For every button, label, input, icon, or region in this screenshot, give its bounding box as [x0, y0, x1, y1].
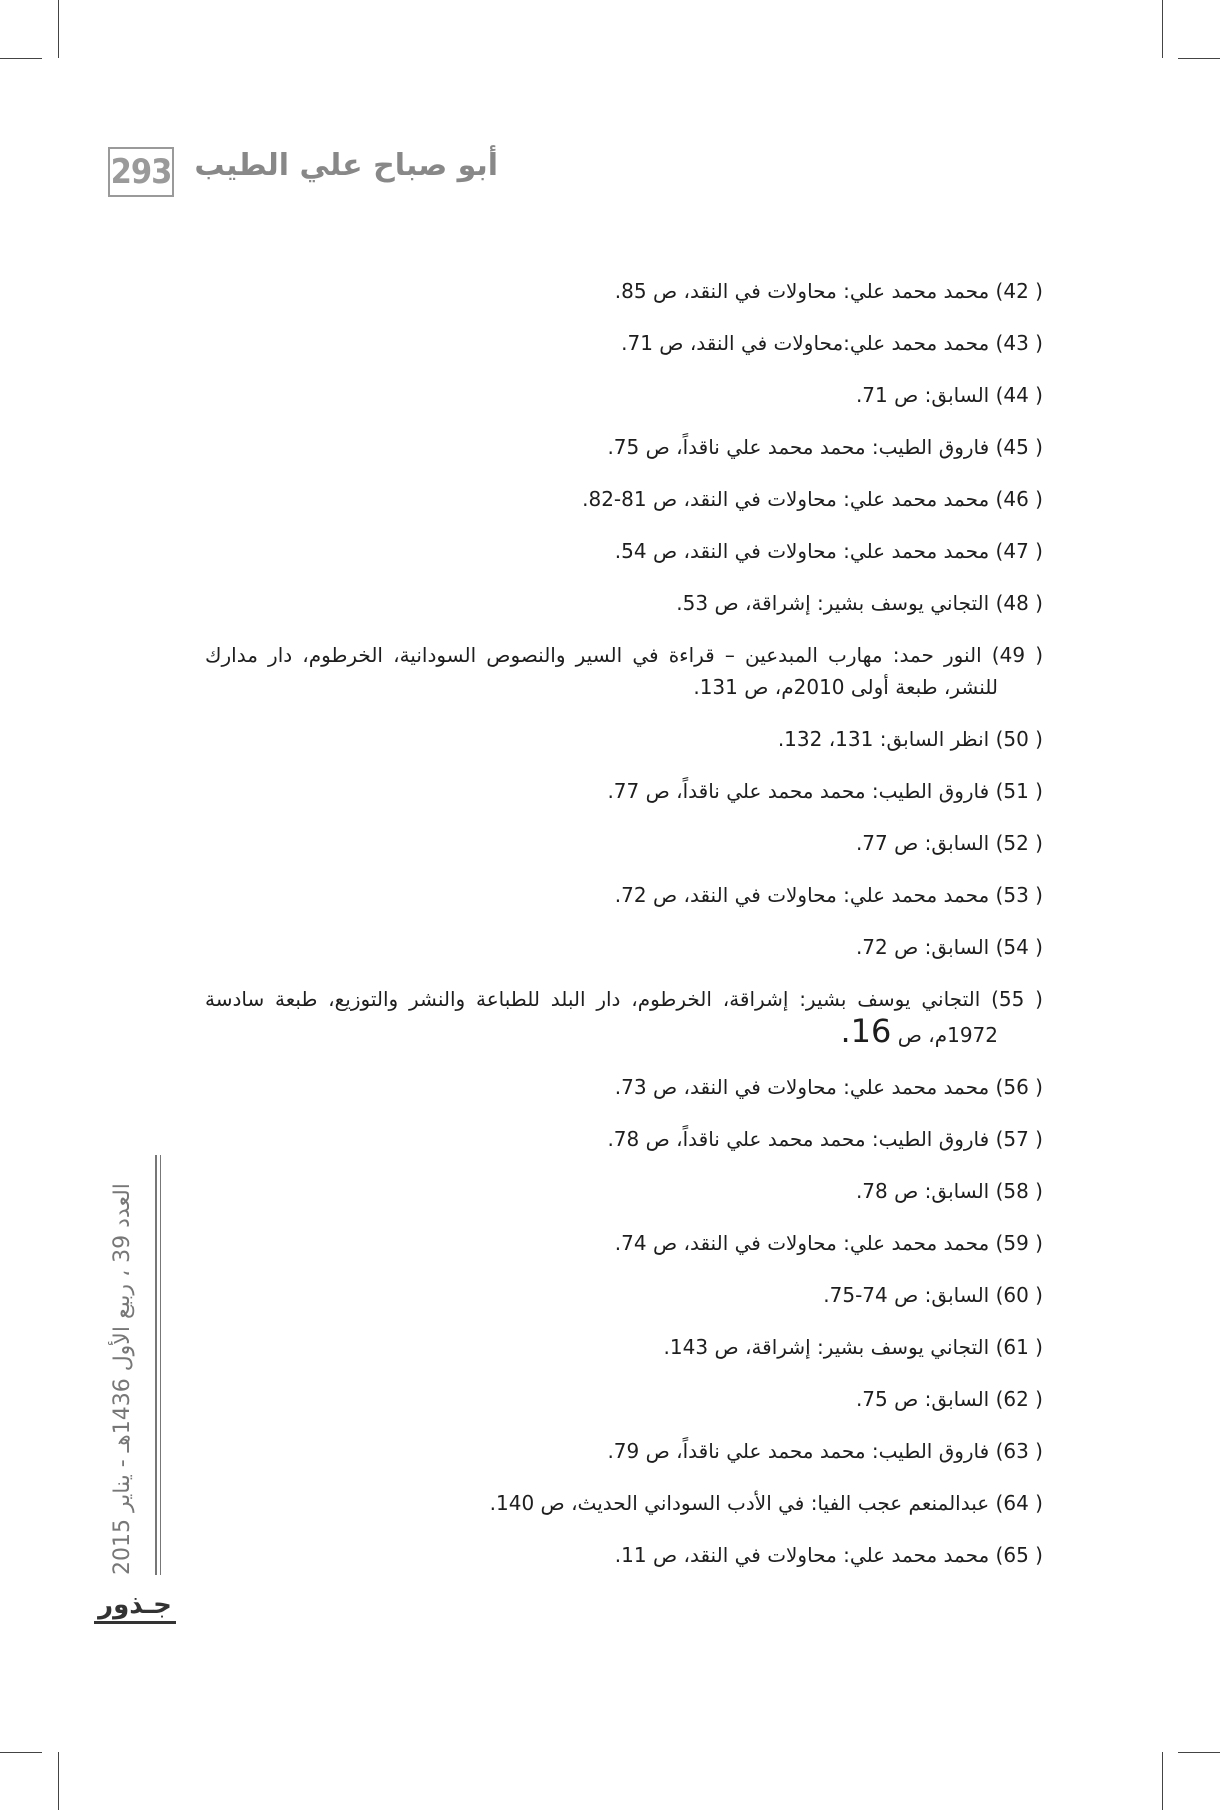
footnote: ( 64) عبدالمنعم عجب الفيا: في الأدب السوداني الحديث، ص 140.: [489, 1491, 1043, 1515]
footnote: [205, 983, 1043, 1051]
issue-info-vertical: العدد 39 ، ربيع الأول 1436هـ - يناير 2015: [110, 1183, 135, 1575]
side-divider: [155, 1155, 157, 1575]
footnote: ( 53) محمد محمد علي: محاولات في النقد، ص 72.: [614, 883, 1043, 907]
journal-name: جـذور: [98, 1590, 172, 1620]
crop-mark: [58, 1752, 59, 1810]
footnote: ( 54) السابق: ص 72.: [855, 935, 1043, 959]
footnote: ( 45) فاروق الطيب: محمد محمد علي ناقداً، ص 75.: [607, 435, 1043, 459]
footnote: ( 57) فاروق الطيب: محمد محمد علي ناقداً، ص 78.: [607, 1127, 1043, 1151]
crop-mark: [1178, 1752, 1220, 1753]
footnote: ( 63) فاروق الطيب: محمد محمد علي ناقداً، ص 79.: [607, 1439, 1043, 1463]
footnotes-list: [205, 255, 1043, 1588]
footnote: ( 44) السابق: ص 71.: [855, 383, 1043, 407]
footnote: ( 43) محمد محمد علي:محاولات في النقد، ص 71.: [621, 331, 1043, 355]
crop-mark: [1162, 0, 1163, 58]
footnote: ( 49) النور حمد: مهارب المبدعين – قراءة في السير والنصوص السودانية، الخرطوم، دار مدارك للنشر، طبعة أولى 2010م، ص 131.: [205, 643, 1043, 699]
page-number: 293: [108, 147, 174, 197]
footnote: ( 62) السابق: ص 75.: [855, 1387, 1043, 1411]
crop-mark: [1178, 58, 1220, 59]
footnote: ( 46) محمد محمد علي: محاولات في النقد، ص 81-82.: [582, 487, 1043, 511]
footnote: ( 51) فاروق الطيب: محمد محمد علي ناقداً، ص 77.: [607, 779, 1043, 803]
footnote: ( 61) التجاني يوسف بشير: إشراقة، ص 143.: [663, 1335, 1043, 1359]
crop-mark: [0, 58, 42, 59]
footnote: ( 56) محمد محمد علي: محاولات في النقد، ص 73.: [614, 1075, 1043, 1099]
logo-underline: [94, 1621, 176, 1624]
crop-mark: [1162, 1752, 1163, 1810]
footnote: ( 42) محمد محمد علي: محاولات في النقد، ص 85.: [614, 279, 1043, 303]
footnote: ( 60) السابق: ص 74-75.: [823, 1283, 1043, 1307]
crop-mark: [58, 0, 59, 58]
footnote: ( 52) السابق: ص 77.: [855, 831, 1043, 855]
running-head-author: أبو صباح علي الطيب: [194, 148, 498, 183]
footnote: ( 48) التجاني يوسف بشير: إشراقة، ص 53.: [676, 591, 1043, 615]
footnote: ( 58) السابق: ص 78.: [855, 1179, 1043, 1203]
crop-mark: [0, 1752, 42, 1753]
footnote-text: ( 55) التجاني يوسف بشير: إشراقة، الخرطوم، دار البلد للطباعة والنشر والتوزيع، طبعة سادسة 1972م، ص: [205, 987, 1043, 1047]
footnote: ( 59) محمد محمد علي: محاولات في النقد، ص 74.: [614, 1231, 1043, 1255]
footnote: ( 47) محمد محمد علي: محاولات في النقد، ص 54.: [614, 539, 1043, 563]
footnote: ( 65) محمد محمد علي: محاولات في النقد، ص 11.: [614, 1543, 1043, 1567]
journal-logo: [92, 1590, 178, 1630]
footnote-page-ref: 16.: [840, 1012, 892, 1050]
footnote: ( 50) انظر السابق: 131، 132.: [777, 727, 1043, 751]
side-divider: [160, 1155, 161, 1575]
